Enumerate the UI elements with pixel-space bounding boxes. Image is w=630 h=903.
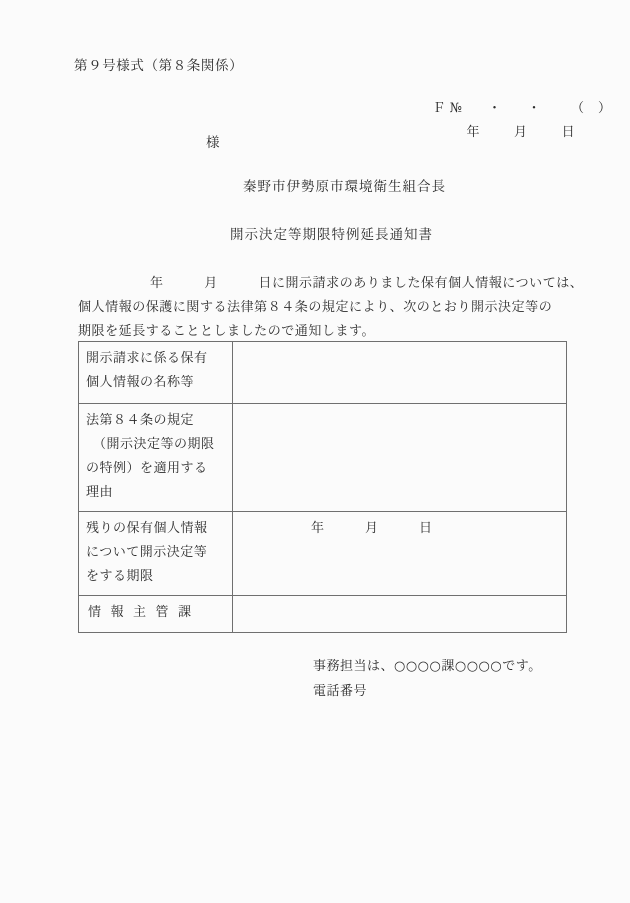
label-line: について開示決定等 xyxy=(86,545,208,560)
form-number: 第９号様式（第８条関係） xyxy=(74,58,244,74)
table-row xyxy=(79,404,567,512)
label-line: 個人情報の名称等 xyxy=(86,375,195,390)
table-row-label xyxy=(79,596,233,633)
label-line: 法第８４条の規定 xyxy=(86,413,195,428)
table-row-value[interactable] xyxy=(233,342,567,404)
table-row-value[interactable] xyxy=(233,404,567,512)
deadline-date: 年 月 日 xyxy=(311,521,433,536)
label-line: 残りの保有個人情報 xyxy=(86,521,208,536)
reference-number-label: Ｆ № xyxy=(432,101,462,116)
contact-phone-label: 電話番号 xyxy=(313,684,368,699)
label-line: 理由 xyxy=(86,485,114,500)
reference-paren: （ ） xyxy=(571,101,612,116)
label-line: 情報主管課 xyxy=(88,605,201,620)
body-line-2: 個人情報の保護に関する法律第８４条の規定により、次のとおり開示決定等の xyxy=(78,300,553,315)
table-row xyxy=(79,596,567,633)
issue-date-month: 月 xyxy=(514,125,528,140)
body-line-1 xyxy=(78,272,584,296)
document-title: 開示決定等期限特例延長通知書 xyxy=(230,227,433,243)
issue-date-year: 年 xyxy=(466,125,481,140)
label-line: をする期限 xyxy=(86,569,154,584)
body-line-1-text: に開示請求のありました保有個人情報については、 xyxy=(271,276,584,291)
issuing-authority: 秦野市伊勢原市環境衛生組合長 xyxy=(243,179,446,195)
issue-date-line xyxy=(448,113,575,152)
table-row-label xyxy=(79,404,233,512)
table-row xyxy=(79,342,567,404)
body-line-3: 期限を延長することとしましたので通知します。 xyxy=(78,324,376,339)
table-row-label xyxy=(79,342,233,404)
contact-footer xyxy=(313,654,542,704)
body-request-date: 年 月 日 xyxy=(150,276,272,291)
reference-dot-2: ・ xyxy=(527,101,541,116)
table-row-label xyxy=(79,512,233,596)
label-line: （開示決定等の期限 xyxy=(86,437,215,452)
table-row-value[interactable] xyxy=(233,596,567,633)
contact-department: 事務担当は、○○○○課○○○○です。 xyxy=(313,659,542,674)
reference-dot-1: ・ xyxy=(487,101,502,116)
table-row xyxy=(79,512,567,596)
table-row-value[interactable] xyxy=(233,512,567,596)
label-line: の特例）を適用する xyxy=(86,461,208,476)
label-line: 開示請求に係る保有 xyxy=(86,351,208,366)
issue-date-day: 日 xyxy=(561,125,576,140)
addressee-honorific: 様 xyxy=(206,135,220,151)
body-paragraph xyxy=(78,272,584,344)
notice-table xyxy=(78,341,567,633)
